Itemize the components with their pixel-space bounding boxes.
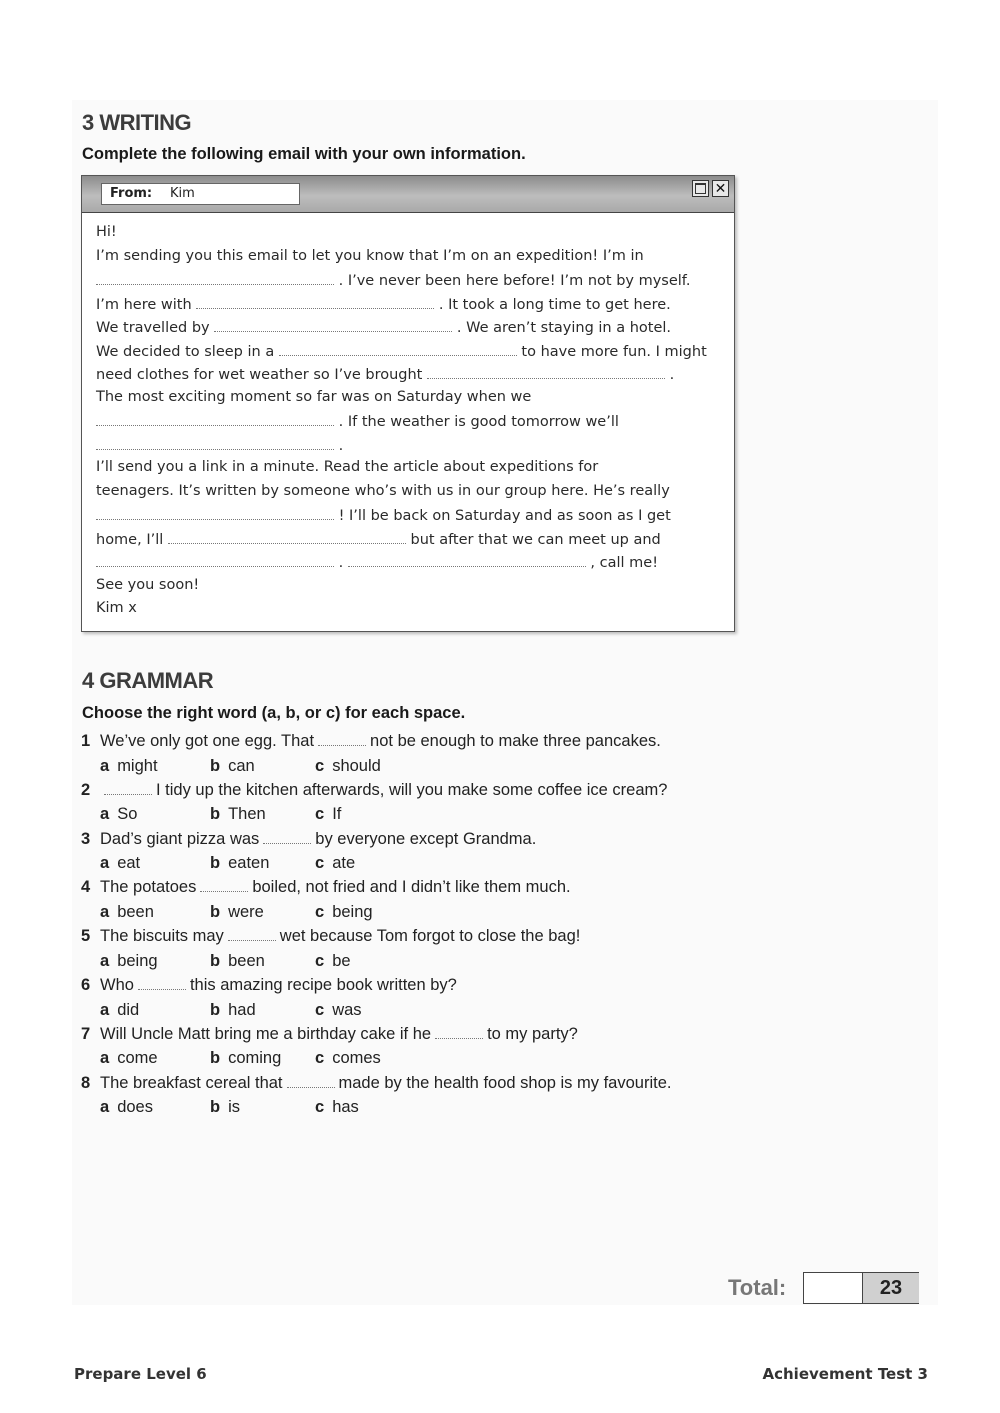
option-letter: a bbox=[100, 854, 110, 873]
email-text: . bbox=[334, 437, 344, 454]
question-number: 1 bbox=[81, 732, 91, 750]
email-line bbox=[96, 365, 674, 383]
option-letter: b bbox=[210, 1098, 221, 1117]
email-line bbox=[96, 318, 671, 336]
email-line bbox=[96, 412, 619, 430]
question-text-after: wet because Tom forgot to close the bag! bbox=[279, 927, 581, 946]
option-letter: c bbox=[315, 1000, 325, 1019]
option-letter: c bbox=[315, 805, 325, 824]
option-text: coming bbox=[228, 1049, 282, 1068]
email-line bbox=[96, 436, 343, 454]
option-text: has bbox=[332, 1098, 359, 1117]
answer-blank[interactable] bbox=[214, 318, 452, 332]
option-text: Then bbox=[228, 805, 266, 824]
email-line bbox=[96, 600, 137, 616]
option-text: were bbox=[228, 902, 264, 921]
answer-blank[interactable] bbox=[96, 412, 334, 426]
question-text-after: made by the health food shop is my favourite. bbox=[338, 1073, 672, 1092]
option-a[interactable] bbox=[100, 1098, 153, 1117]
answer-blank[interactable] bbox=[96, 553, 334, 567]
email-text: home, I’ll bbox=[96, 531, 168, 548]
email-window bbox=[81, 175, 735, 632]
email-line bbox=[96, 342, 707, 360]
email-text: . It took a long time to get here. bbox=[434, 296, 671, 313]
option-letter: b bbox=[210, 756, 221, 775]
email-text: We decided to sleep in a bbox=[96, 343, 279, 360]
footer-right: Achievement Test 3 bbox=[762, 1365, 928, 1383]
from-value: Kim bbox=[170, 186, 195, 201]
question-text-before: Will Uncle Matt bring me a birthday cake if he bbox=[100, 1024, 432, 1043]
option-text: being bbox=[332, 902, 373, 921]
answer-blank[interactable] bbox=[348, 553, 586, 567]
question-text-before: The potatoes bbox=[100, 878, 197, 897]
answer-gap[interactable] bbox=[104, 782, 152, 795]
option-letter: a bbox=[100, 1098, 110, 1117]
option-a[interactable] bbox=[100, 805, 137, 824]
option-text: eat bbox=[117, 854, 141, 873]
email-text: teenagers. It’s written by someone who’s with us in our group here. He’s really bbox=[96, 482, 670, 499]
option-c[interactable] bbox=[315, 854, 355, 873]
option-b[interactable] bbox=[210, 854, 269, 873]
option-letter: c bbox=[315, 854, 325, 873]
email-line bbox=[96, 248, 644, 264]
answer-blank[interactable] bbox=[196, 295, 434, 309]
answer-blank[interactable] bbox=[168, 530, 406, 544]
question-text-before: Dad’s giant pizza was bbox=[100, 829, 260, 848]
answer-gap[interactable] bbox=[228, 928, 276, 941]
option-c[interactable] bbox=[315, 1049, 381, 1068]
question-text-before: The breakfast cereal that bbox=[100, 1073, 283, 1092]
option-letter: b bbox=[210, 902, 221, 921]
question-number: 8 bbox=[81, 1073, 91, 1092]
total-label: Total: bbox=[728, 1275, 787, 1300]
option-b[interactable] bbox=[210, 903, 264, 922]
question-number: 7 bbox=[81, 1024, 91, 1043]
option-c[interactable] bbox=[315, 757, 381, 776]
answer-gap[interactable] bbox=[318, 733, 366, 746]
grammar-heading: 4 GRAMMAR bbox=[82, 668, 214, 693]
maximize-icon[interactable] bbox=[692, 180, 709, 197]
option-text: should bbox=[332, 756, 381, 775]
option-letter: a bbox=[100, 951, 110, 970]
question-text-after: not be enough to make three pancakes. bbox=[370, 732, 661, 750]
option-text: can bbox=[228, 756, 255, 775]
option-text: If bbox=[332, 805, 342, 824]
email-line bbox=[96, 271, 690, 289]
option-c[interactable] bbox=[315, 1001, 362, 1020]
option-letter: b bbox=[210, 951, 221, 970]
email-text: We travelled by bbox=[96, 320, 215, 336]
option-c[interactable] bbox=[315, 952, 351, 971]
option-text: eaten bbox=[228, 854, 270, 873]
email-text: need clothes for wet weather so I’ve brought bbox=[96, 367, 427, 383]
total-box bbox=[803, 1272, 919, 1304]
option-letter: c bbox=[315, 951, 325, 970]
question-number: 5 bbox=[81, 927, 91, 946]
option-b[interactable] bbox=[210, 1098, 240, 1117]
email-text: I’ll send you a link in a minute. Read the article about expeditions for bbox=[96, 459, 599, 475]
option-c[interactable] bbox=[315, 903, 373, 922]
option-b[interactable] bbox=[210, 805, 266, 824]
option-letter: c bbox=[315, 756, 325, 775]
option-letter: a bbox=[100, 756, 110, 775]
option-b[interactable] bbox=[210, 1001, 256, 1020]
option-text: been bbox=[228, 951, 265, 970]
option-text: come bbox=[117, 1049, 158, 1068]
question-4 bbox=[81, 878, 571, 897]
question-number: 3 bbox=[81, 829, 91, 848]
question-text-after: this amazing recipe book written by? bbox=[189, 976, 457, 994]
question-number: 6 bbox=[81, 976, 91, 994]
option-letter: a bbox=[100, 902, 110, 921]
answer-gap[interactable] bbox=[200, 879, 248, 892]
option-a[interactable] bbox=[100, 903, 154, 922]
email-line bbox=[96, 553, 658, 571]
email-text: but after that we can meet up and bbox=[405, 531, 661, 548]
option-text: was bbox=[332, 1000, 362, 1019]
option-text: might bbox=[117, 756, 158, 775]
question-text-before: Who bbox=[100, 976, 134, 994]
writing-heading: 3 WRITING bbox=[82, 110, 192, 135]
email-text: . bbox=[334, 555, 348, 571]
email-line bbox=[96, 483, 670, 499]
option-b[interactable] bbox=[210, 757, 255, 776]
question-text-before: We’ve only got one egg. That bbox=[100, 732, 315, 750]
question-7 bbox=[81, 1025, 578, 1044]
option-a[interactable] bbox=[100, 757, 158, 776]
option-text: comes bbox=[332, 1049, 381, 1068]
question-text-before: The biscuits may bbox=[100, 927, 224, 946]
option-letter: c bbox=[315, 1049, 325, 1068]
option-letter: a bbox=[100, 1049, 110, 1068]
option-letter: b bbox=[210, 805, 221, 824]
email-line bbox=[96, 506, 671, 524]
email-text: ! I’ll be back on Saturday and as soon as I get bbox=[334, 508, 671, 524]
email-text: The most exciting moment so far was on Saturday when we bbox=[96, 388, 532, 405]
total-value: 23 bbox=[862, 1273, 919, 1303]
option-text: be bbox=[332, 951, 351, 970]
email-titlebar bbox=[82, 176, 734, 213]
email-text: Kim x bbox=[96, 600, 137, 616]
email-text: . I’ve never been here before! I’m not by myself. bbox=[334, 273, 691, 289]
question-text-after: to my party? bbox=[487, 1024, 578, 1043]
close-icon[interactable]: ✕ bbox=[712, 180, 729, 197]
option-text: been bbox=[117, 902, 154, 921]
footer-left: Prepare Level 6 bbox=[74, 1365, 207, 1383]
email-text: . If the weather is good tomorrow we’ll bbox=[334, 414, 619, 430]
email-text: I’m here with bbox=[96, 296, 197, 313]
option-c[interactable] bbox=[315, 805, 341, 824]
option-letter: b bbox=[210, 1049, 221, 1068]
question-number: 2 bbox=[81, 780, 91, 799]
question-3 bbox=[81, 830, 536, 849]
option-b[interactable] bbox=[210, 952, 265, 971]
option-letter: c bbox=[315, 902, 325, 921]
question-text-after: by everyone except Grandma. bbox=[315, 829, 537, 848]
email-line bbox=[96, 459, 598, 475]
question-5 bbox=[81, 927, 580, 946]
grammar-instruction: Choose the right word (a, b, or c) for each space. bbox=[82, 704, 466, 722]
email-text: to have more fun. I might bbox=[516, 343, 707, 360]
from-field[interactable] bbox=[101, 183, 300, 205]
question-1 bbox=[81, 732, 661, 751]
question-text-after: I tidy up the kitchen afterwards, will you make some coffee ice cream? bbox=[156, 780, 668, 799]
email-line bbox=[96, 577, 199, 593]
answer-blank[interactable] bbox=[427, 365, 665, 379]
option-a[interactable] bbox=[100, 952, 158, 971]
answer-gap[interactable] bbox=[138, 977, 186, 990]
option-letter: c bbox=[315, 1098, 325, 1117]
option-a[interactable] bbox=[100, 854, 140, 873]
option-text: ate bbox=[332, 854, 356, 873]
email-text: . We aren’t staying in a hotel. bbox=[452, 320, 672, 336]
email-line bbox=[96, 295, 671, 313]
answer-gap[interactable] bbox=[435, 1026, 483, 1039]
option-a[interactable] bbox=[100, 1001, 139, 1020]
email-line bbox=[96, 389, 531, 405]
email-text: See you soon! bbox=[96, 576, 200, 593]
option-a[interactable] bbox=[100, 1049, 158, 1068]
option-text: had bbox=[228, 1000, 256, 1019]
option-c[interactable] bbox=[315, 1098, 359, 1117]
answer-blank[interactable] bbox=[279, 342, 517, 356]
option-text: So bbox=[117, 805, 138, 824]
writing-instruction: Complete the following email with your own information. bbox=[82, 145, 526, 163]
answer-blank[interactable] bbox=[96, 436, 334, 450]
email-line bbox=[96, 530, 661, 548]
answer-blank[interactable] bbox=[96, 271, 334, 285]
email-text: Hi! bbox=[96, 224, 117, 240]
question-text-after: boiled, not fried and I didn’t like them much. bbox=[252, 878, 571, 897]
option-text: does bbox=[117, 1098, 153, 1117]
option-letter: a bbox=[100, 1000, 110, 1019]
email-line bbox=[96, 224, 117, 240]
question-2 bbox=[81, 781, 667, 800]
option-text: did bbox=[117, 1000, 140, 1019]
question-6 bbox=[81, 976, 457, 995]
email-text: . bbox=[664, 367, 675, 383]
option-letter: b bbox=[210, 1000, 221, 1019]
option-letter: b bbox=[210, 854, 221, 873]
answer-blank[interactable] bbox=[96, 506, 334, 520]
email-text: , call me! bbox=[585, 555, 659, 571]
email-text: I’m sending you this email to let you know that I’m on an expedition! I’m in bbox=[96, 247, 644, 264]
option-text: is bbox=[228, 1098, 241, 1117]
from-label: From: bbox=[110, 186, 153, 201]
option-b[interactable] bbox=[210, 1049, 281, 1068]
answer-gap[interactable] bbox=[287, 1075, 335, 1088]
question-8 bbox=[81, 1074, 671, 1093]
answer-gap[interactable] bbox=[263, 831, 311, 844]
question-number: 4 bbox=[81, 878, 91, 897]
option-text: being bbox=[117, 951, 158, 970]
option-letter: a bbox=[100, 805, 110, 824]
